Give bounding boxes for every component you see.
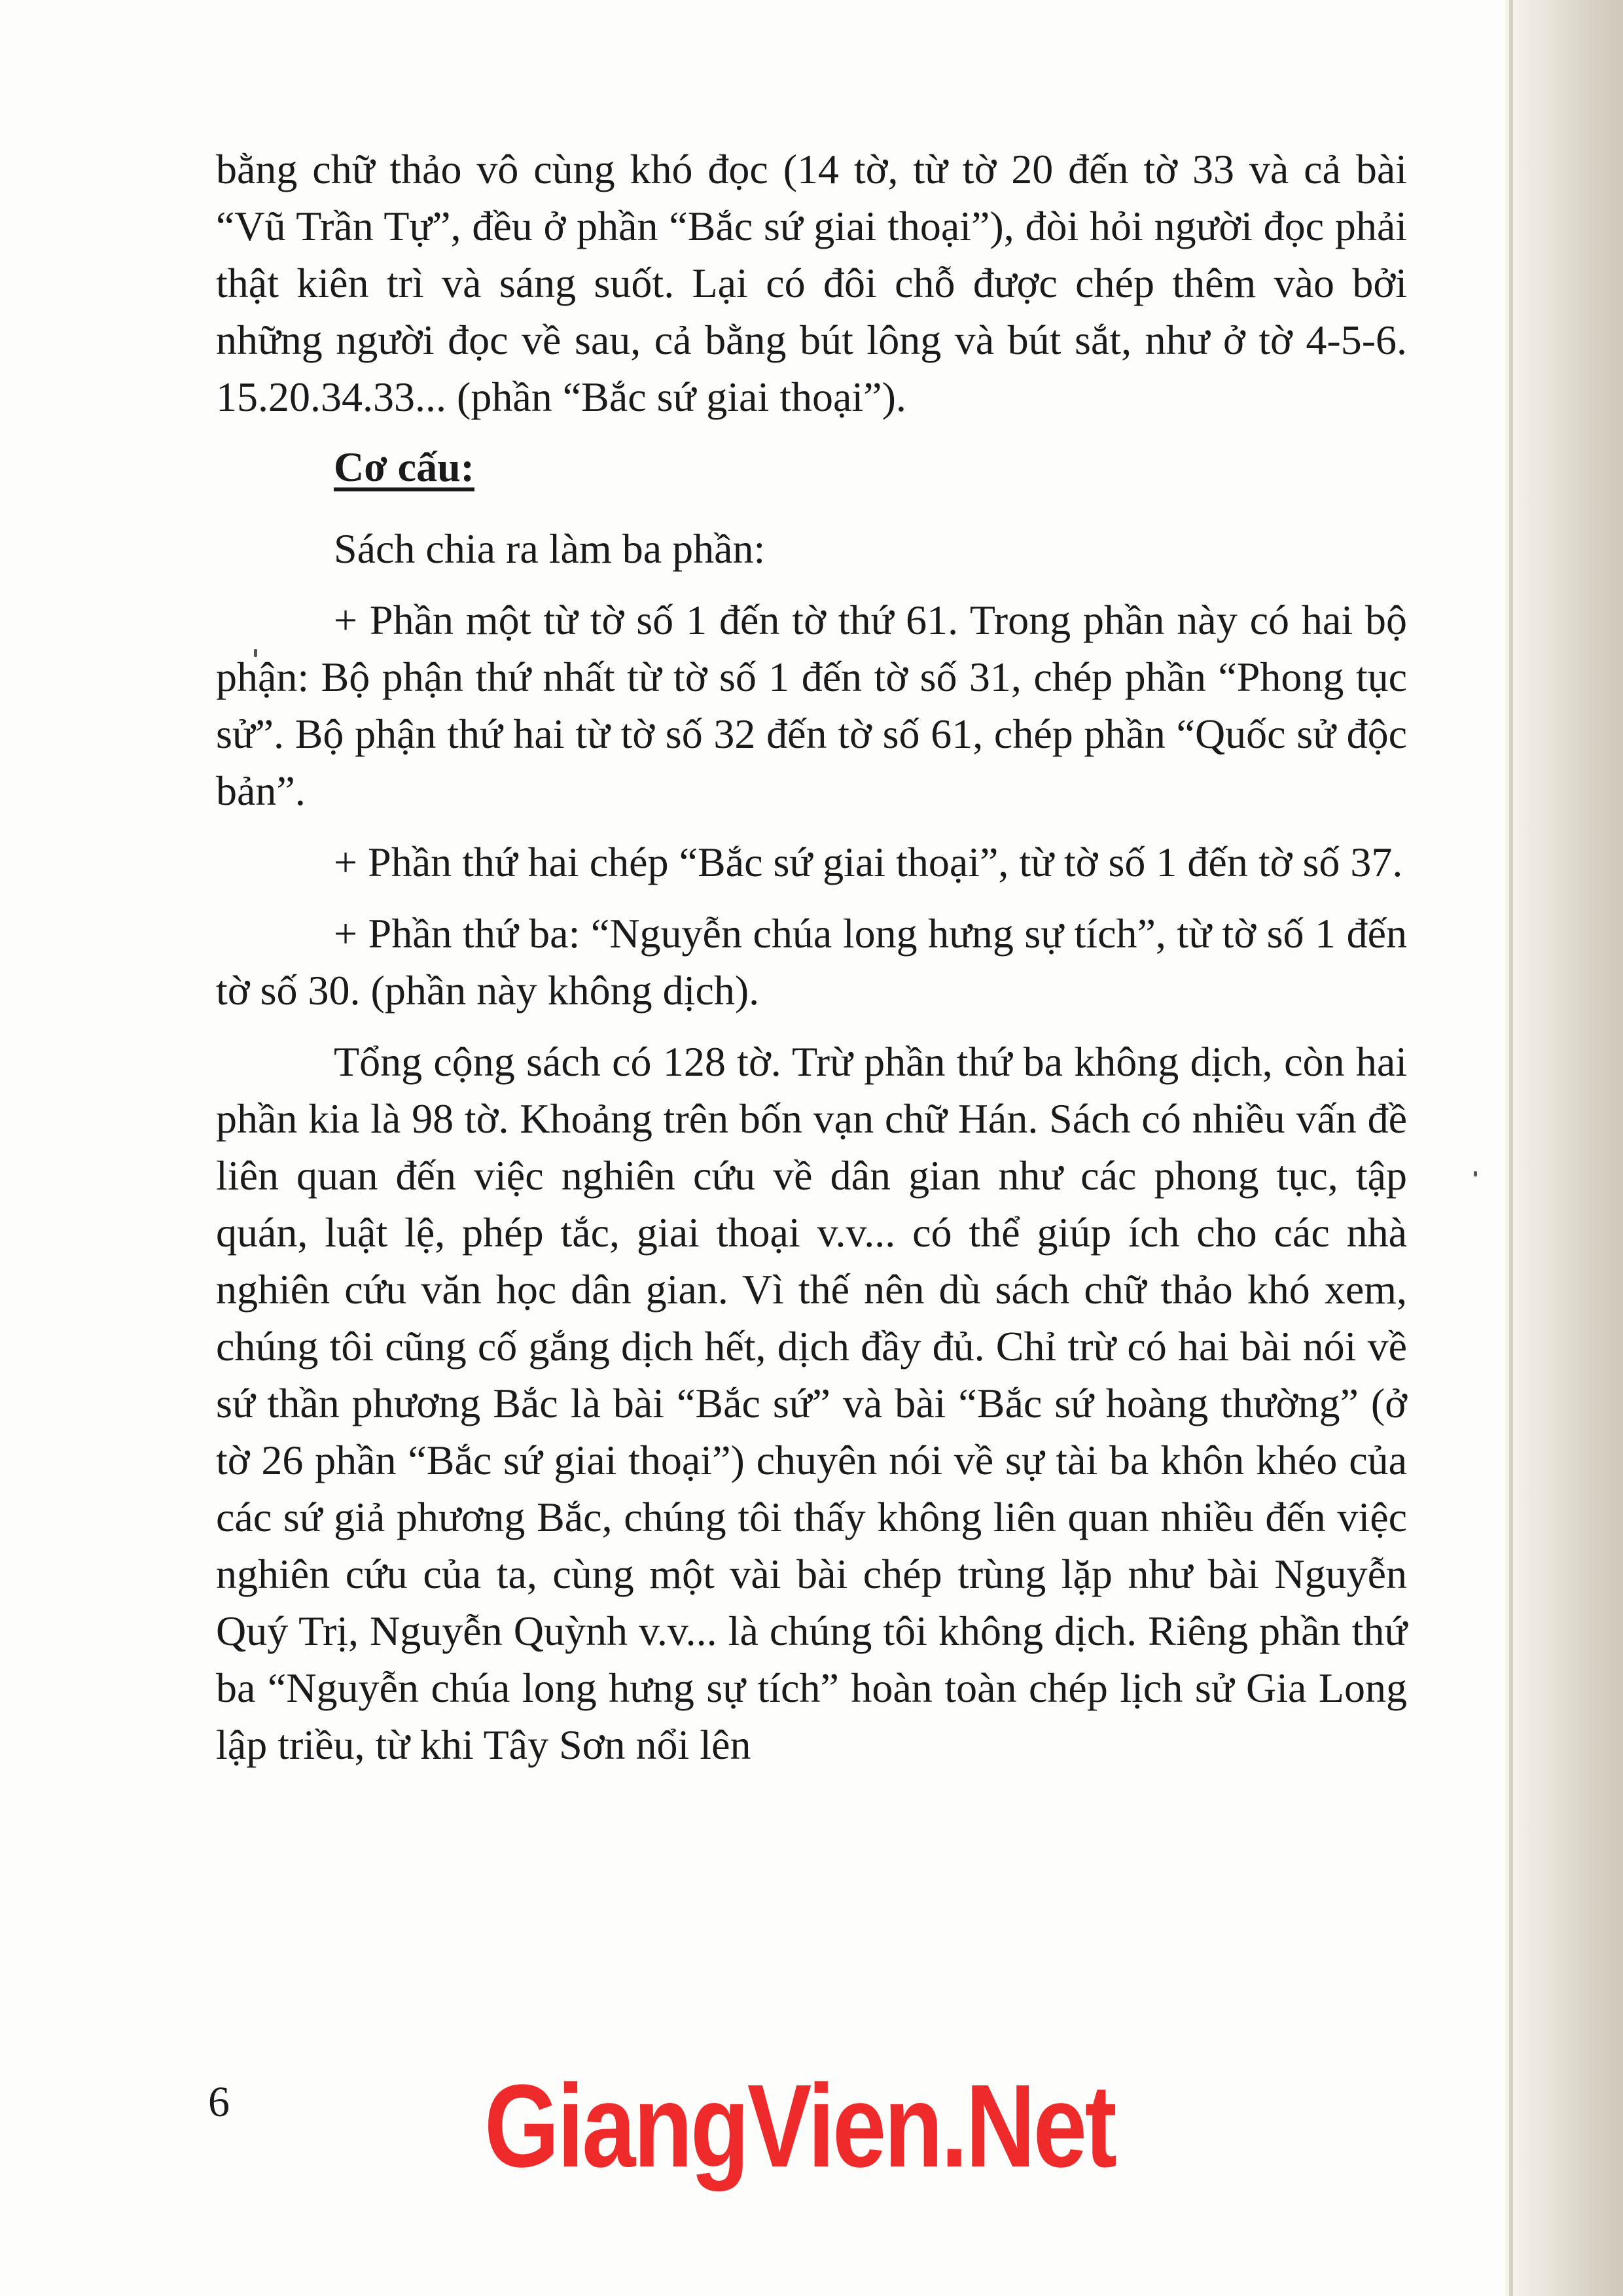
paragraph: + Phần thứ ba: “Nguyễn chúa long hưng sự tích”, từ tờ số 1 đến tờ số 30. (phần này không dịch). [216, 910, 1407, 1014]
watermark-logo: GiangVien.Net [484, 2060, 1115, 2192]
section-heading: Cơ cấu: [334, 444, 474, 490]
page-edge-shadow [1509, 0, 1513, 2296]
page-binding-edge [1505, 0, 1623, 2296]
paragraph: Sách chia ra làm ba phần: [334, 525, 766, 572]
paragraph: + Phần một từ tờ số 1 đến tờ thứ 61. Trong phần này có hai bộ phận: Bộ phận thứ nhất từ tờ số 1 đến tờ số 31, chép phần “Phong tục sử”. Bộ phận thứ hai từ tờ số 32 đến tờ số 61, chép phần “Quốc sử độc bản”. [216, 597, 1407, 814]
paragraph: bằng chữ thảo vô cùng khó đọc (14 tờ, từ tờ 20 đến tờ 33 và cả bài “Vũ Trần Tự”, đều ở phần “Bắc sứ giai thoại”), đòi hỏi người đọc phải thật kiên trì và sáng suốt. Lại có đôi chỗ được chép thêm vào bởi những người đọc về sau, cả bằng bút lông và bút sắt, như ở tờ 4-5-6. 15.20.34.33... (phần “Bắc sứ giai thoại”). [216, 146, 1407, 420]
paragraph: + Phần thứ hai chép “Bắc sứ giai thoại”, từ tờ số 1 đến tờ số 37. [334, 839, 1403, 885]
page-number: 6 [208, 2078, 230, 2126]
body-text [216, 141, 1407, 1773]
scan-speck [1474, 1171, 1477, 1176]
paragraph: Tổng cộng sách có 128 tờ. Trừ phần thứ ba không dịch, còn hai phần kia là 98 tờ. Khoảng trên bốn vạn chữ Hán. Sách có nhiều vấn đề liên quan đến việc nghiên cứu về dân gian như các phong tục, tập quán, luật lệ, phép tắc, giai thoại v.v... có thể giúp ích cho các nhà nghiên cứu văn học dân gian. Vì thế nên dù sách chữ thảo khó xem, chúng tôi cũng cố gắng dịch hết, dịch đầy đủ. Chỉ trừ có hai bài nói về sứ thần phương Bắc là bài “Bắc sứ” và bài “Bắc sứ hoàng thường” (ở tờ 26 phần “Bắc sứ giai thoại”) chuyên nói về sự tài ba khôn khéo của các sứ giả phương Bắc, chúng tôi thấy không liên quan nhiều đến việc nghiên cứu của ta, cùng một vài bài chép trùng lặp như bài Nguyễn Quý Trị, Nguyễn Quỳnh v.v... là chúng tôi không dịch. Riêng phần thứ ba “Nguyễn chúa long hưng sự tích” hoàn toàn chép lịch sử Gia Long lập triều, từ khi Tây Sơn nổi lên [216, 1038, 1407, 1768]
